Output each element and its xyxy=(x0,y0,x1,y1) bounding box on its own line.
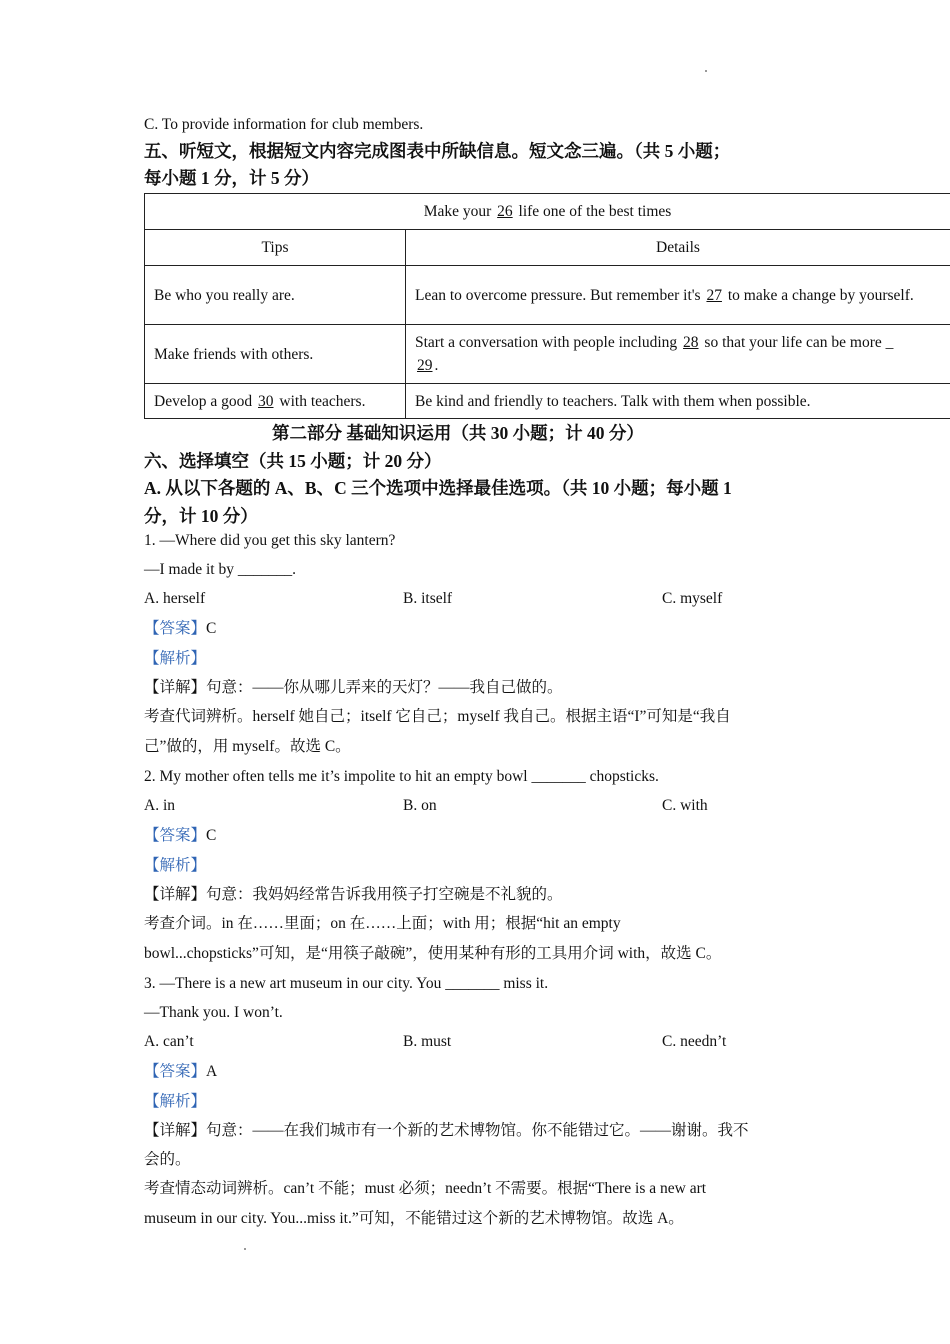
question-3-option-a: A. can’t xyxy=(144,1033,194,1050)
question-1-analysis-tag: 【解析】 xyxy=(144,650,207,667)
detail-cell: Be kind and friendly to teachers. Talk with them when possible. xyxy=(406,384,950,419)
answer-value: C xyxy=(206,827,217,844)
table-row xyxy=(145,325,950,384)
table-title-row xyxy=(145,194,950,230)
column-header-tips: Tips xyxy=(145,230,406,266)
question-3-detail-line2: 会的。 xyxy=(144,1151,191,1168)
question-3-detail-line4: museum in our city. You...miss it.”可知，不能错过这个新的艺术博物馆。故选 A。 xyxy=(144,1210,684,1227)
table-row xyxy=(145,384,950,419)
tip-text: with teachers. xyxy=(275,392,366,410)
section5-heading-line1: 五、听短文，根据短文内容完成图表中所缺信息。短文念三遍。（共 5 小题； xyxy=(144,141,731,161)
question-3-option-b: B. must xyxy=(403,1033,452,1050)
blank-29: 29 xyxy=(417,357,433,374)
question-1-detail-line2: 考查代词辨析。herself 她自己；itself 它自己；myself 我自己。根据主语“I”可知是“我自 xyxy=(144,708,731,725)
question-3-line1: 3. —There is a new art museum in our city. You _______ miss it. xyxy=(144,975,549,992)
table-title xyxy=(145,194,950,230)
subsection-a-line2: 分，计 10 分） xyxy=(144,506,258,526)
question-2-detail-line1: 【详解】句意：我妈妈经常告诉我用筷子打空碗是不礼貌的。 xyxy=(144,886,563,903)
question-1-answer xyxy=(144,619,216,639)
header-fragment: C. To provide information for club members. xyxy=(144,116,424,133)
question-2-option-a: A. in xyxy=(144,797,175,814)
question-3-option-c: C. needn’t xyxy=(662,1033,727,1050)
table-header-row xyxy=(145,230,950,266)
detail-cell xyxy=(406,266,950,325)
question-2-line1: 2. My mother often tells me it’s impolite to hit an empty bowl _______ chopsticks. xyxy=(144,768,659,785)
blank-28: 28 xyxy=(683,334,699,351)
answer-value: A xyxy=(206,1063,218,1080)
question-2-option-c: C. with xyxy=(662,797,708,814)
question-2-analysis-tag: 【解析】 xyxy=(144,857,207,874)
tip-cell: Make friends with others. xyxy=(145,325,406,384)
section6-heading: 六、选择填空（共 15 小题；计 20 分） xyxy=(144,451,442,471)
tip-text: Develop a good xyxy=(154,392,257,410)
scan-mark xyxy=(705,70,707,72)
question-1-line1: 1. —Where did you get this sky lantern? xyxy=(144,532,396,549)
answer-value: C xyxy=(206,620,217,637)
tip-cell: Be who you really are. xyxy=(145,266,406,325)
question-1-option-a: A. herself xyxy=(144,590,206,607)
blank-26: 26 xyxy=(497,203,513,220)
detail-text: so that your life can be more _ xyxy=(700,334,894,351)
question-1-option-b: B. itself xyxy=(403,590,453,607)
question-2-detail-line3: bowl...chopsticks”可知，是“用筷子敲碗”，使用某种有形的工具用介词 with，故选 C。 xyxy=(144,945,722,962)
detail-text: to make a change by yourself. xyxy=(723,286,914,304)
question-2-answer xyxy=(144,826,216,846)
answer-tag: 【答案】 xyxy=(144,620,207,637)
question-1-detail-line1: 【详解】句意：——你从哪儿弄来的天灯？——我自己做的。 xyxy=(144,679,563,696)
part2-heading: 第二部分 基础知识运用（共 30 小题；计 40 分） xyxy=(272,423,644,443)
table-row xyxy=(145,266,950,325)
section5-heading-line2: 每小题 1 分，计 5 分） xyxy=(144,168,319,188)
scan-mark xyxy=(244,1248,246,1250)
column-header-details: Details xyxy=(406,230,950,266)
question-1-line2: —I made it by _______. xyxy=(144,561,296,578)
question-3-line2: —Thank you. I won’t. xyxy=(144,1004,283,1021)
blank-30: 30 xyxy=(258,392,274,410)
question-3-detail-line3: 考查情态动词辨析。can’t 不能；must 必须；needn’t 不需要。根据“There is a new art xyxy=(144,1180,707,1197)
question-2-detail-line2: 考查介词。in 在……里面；on 在……上面；with 用；根据“hit an empty xyxy=(144,915,621,932)
detail-text: Start a conversation with people including xyxy=(415,334,682,351)
question-1-option-c: C. myself xyxy=(662,590,723,607)
question-1-detail-line3: 己”做的，用 myself。故选 C。 xyxy=(144,738,351,755)
detail-text: . xyxy=(434,357,439,374)
subsection-a-line1: A. 从以下各题的 A、B、C 三个选项中选择最佳选项。（共 10 小题；每小题 1 xyxy=(144,478,732,498)
listening-info-table xyxy=(144,193,950,419)
question-2-option-b: B. on xyxy=(403,797,437,814)
table-title-pre: Make your xyxy=(423,203,496,220)
tip-cell xyxy=(145,384,406,419)
blank-27: 27 xyxy=(706,286,722,304)
table-title-post: life one of the best times xyxy=(514,203,672,220)
answer-tag: 【答案】 xyxy=(144,827,207,844)
detail-cell xyxy=(406,325,950,384)
question-3-detail-line1: 【详解】句意：——在我们城市有一个新的艺术博物馆。你不能错过它。——谢谢。我不 xyxy=(144,1122,749,1139)
question-3-analysis-tag: 【解析】 xyxy=(144,1093,207,1110)
answer-tag: 【答案】 xyxy=(144,1063,207,1080)
detail-text: Lean to overcome pressure. But remember it's xyxy=(415,286,705,304)
question-3-answer xyxy=(144,1062,217,1082)
